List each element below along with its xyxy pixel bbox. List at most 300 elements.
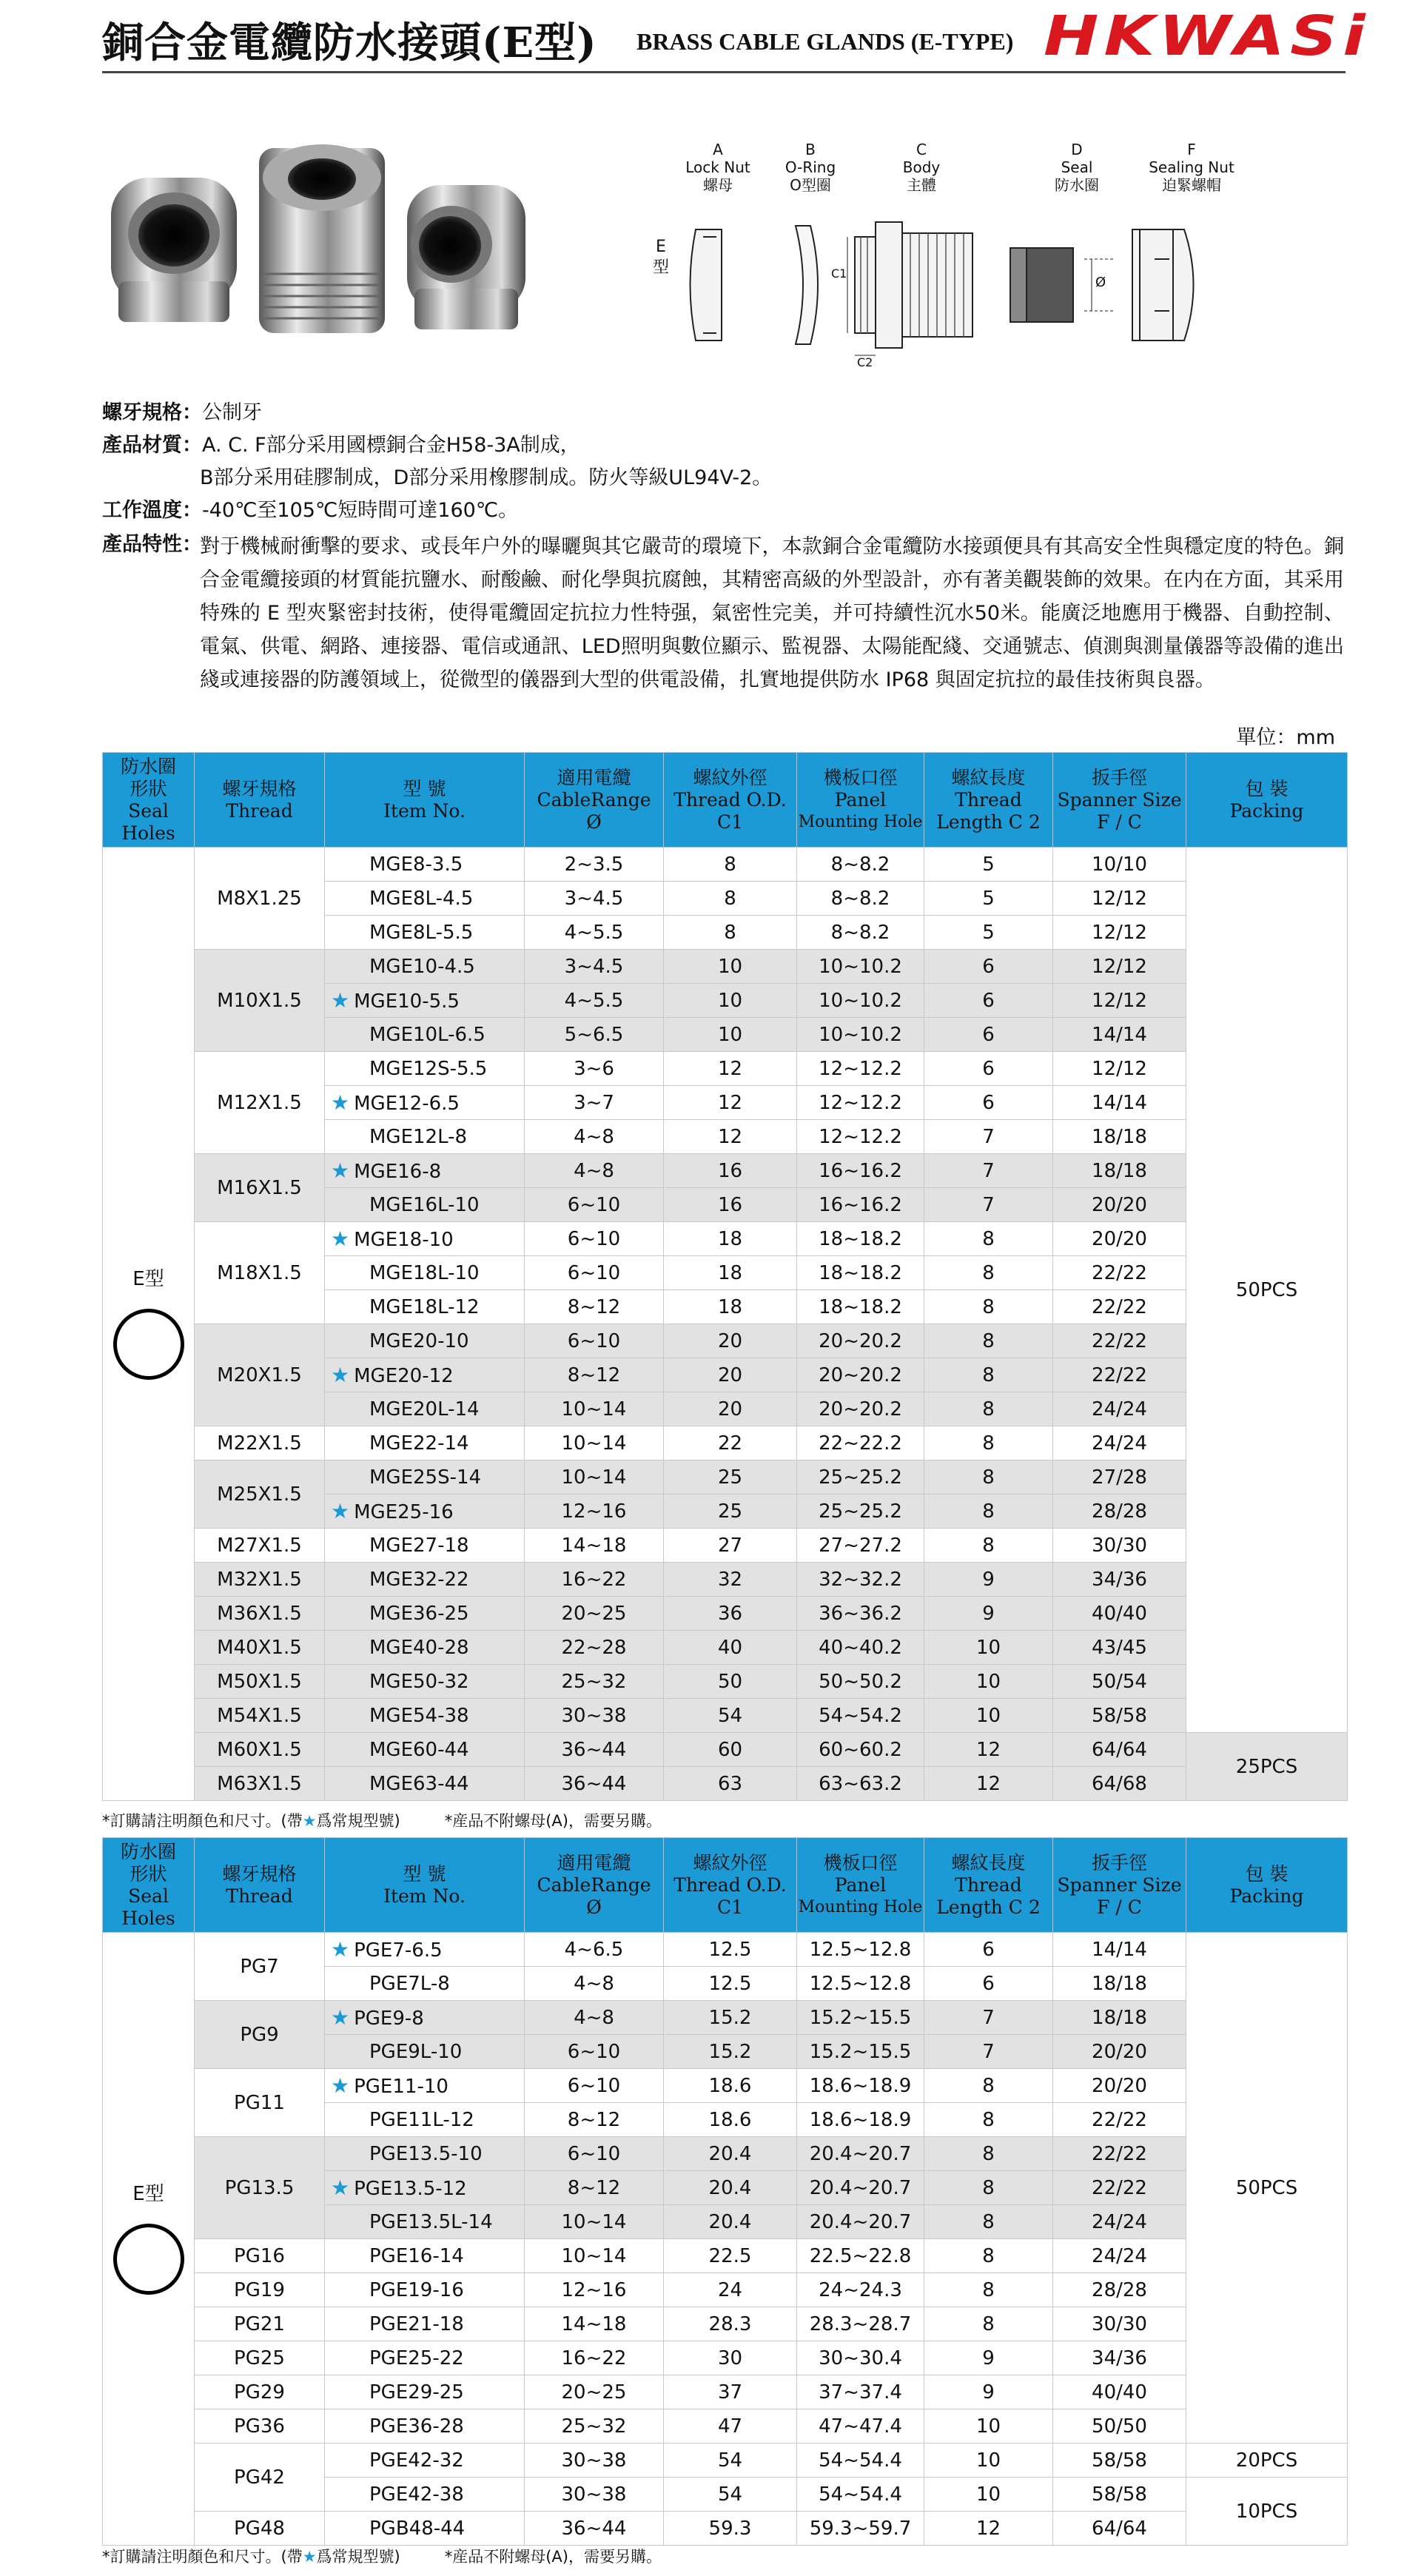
- cable-cell: 5~6.5: [525, 1018, 664, 1052]
- header-item: [325, 753, 525, 848]
- od-cell: 10: [664, 950, 797, 984]
- cable-cell: 4~8: [525, 1967, 664, 2001]
- item-cell: [325, 2171, 525, 2205]
- item-number: PGE11L-12: [369, 2108, 474, 2131]
- cable-cell: 20~25: [525, 1597, 664, 1631]
- header-len-line: 螺紋長度: [951, 766, 1026, 788]
- header-thread: [195, 1838, 325, 1933]
- spec-material-line2: B部分采用硅膠制成，D部分采用橡膠制成。防火等級UL94V-2。: [200, 466, 773, 489]
- thread-cell: PG21: [195, 2307, 325, 2341]
- thread-cell: PG16: [195, 2239, 325, 2273]
- item-cell: [325, 1529, 525, 1563]
- table-row: [103, 2239, 1348, 2273]
- page-header: [0, 0, 1421, 74]
- thread-cell: M63X1.5: [195, 1767, 325, 1801]
- thread-cell: PG25: [195, 2341, 325, 2375]
- thread-cell: M10X1.5: [195, 950, 325, 1052]
- spanner-cell: 40/40: [1053, 2375, 1186, 2409]
- panel-cell: 18~18.2: [797, 1222, 924, 1256]
- len-cell: 6: [924, 1052, 1053, 1086]
- spec-thread: 螺牙規格：公制牙: [102, 401, 262, 424]
- cable-cell: 36~44: [525, 2512, 664, 2546]
- item-cell: [325, 916, 525, 950]
- len-cell: 5: [924, 882, 1053, 916]
- item-number: MGE16L-10: [369, 1193, 480, 1216]
- item-number: PGE7L-8: [369, 1972, 450, 1995]
- star-icon: ★: [331, 1158, 350, 1183]
- thread-cell: M20X1.5: [195, 1324, 325, 1426]
- spanner-cell: 58/58: [1053, 2443, 1186, 2478]
- table-header-row: [103, 1838, 1348, 1933]
- len-cell: 8: [924, 2103, 1053, 2137]
- item-number: MGE12-6.5: [354, 1093, 460, 1115]
- item-number: PGE29-25: [369, 2381, 464, 2404]
- cable-cell: 22~28: [525, 1631, 664, 1665]
- table-row: [103, 950, 1348, 984]
- thread-cell: M18X1.5: [195, 1222, 325, 1324]
- item-number: PGE21-18: [369, 2312, 464, 2335]
- spanner-cell: 30/30: [1053, 2307, 1186, 2341]
- item-cell: [325, 1018, 525, 1052]
- header-panel-line: 機板口徑: [823, 1851, 898, 1874]
- od-cell: 8: [664, 882, 797, 916]
- od-cell: 28.3: [664, 2307, 797, 2341]
- pg-table: [102, 1837, 1348, 2546]
- od-cell: 15.2: [664, 2035, 797, 2069]
- od-cell: 36: [664, 1597, 797, 1631]
- item-cell: [325, 2409, 525, 2443]
- part-label-f: F Sealing Nut 迫緊螺帽: [1149, 141, 1234, 194]
- len-cell: 8: [924, 1495, 1053, 1529]
- header-thread-line: 螺牙規格: [222, 1862, 297, 1885]
- spanner-cell: 20/20: [1053, 1188, 1186, 1222]
- header-pack-line: 包 裝: [1245, 1862, 1289, 1885]
- header-spanner-line: Spanner Size: [1057, 1874, 1182, 1896]
- cable-cell: 30~38: [525, 2478, 664, 2512]
- spanner-cell: 12/12: [1053, 882, 1186, 916]
- od-cell: 10: [664, 1018, 797, 1052]
- panel-cell: 54~54.2: [797, 1699, 924, 1733]
- item-cell: [325, 2273, 525, 2307]
- table-row: [103, 2409, 1348, 2443]
- len-cell: 5: [924, 916, 1053, 950]
- header-panel-line: Panel: [834, 1874, 887, 1896]
- cable-cell: 36~44: [525, 1733, 664, 1767]
- exploded-diagram: [651, 141, 1347, 369]
- len-cell: 10: [924, 2478, 1053, 2512]
- item-number: PGE42-38: [369, 2483, 464, 2506]
- star-icon: ★: [331, 1363, 350, 1387]
- len-cell: 6: [924, 1018, 1053, 1052]
- cable-cell: 4~8: [525, 2001, 664, 2035]
- item-cell: [325, 2137, 525, 2171]
- item-cell: [325, 1933, 525, 1967]
- thread-cell: PG48: [195, 2512, 325, 2546]
- od-cell: 18: [664, 1222, 797, 1256]
- spanner-cell: 28/28: [1053, 2273, 1186, 2307]
- len-cell: 8: [924, 1529, 1053, 1563]
- title-english: BRASS CABLE GLANDS (E-TYPE): [636, 28, 1014, 55]
- spanner-cell: 20/20: [1053, 2069, 1186, 2103]
- table-row: [103, 2307, 1348, 2341]
- od-cell: 18.6: [664, 2069, 797, 2103]
- panel-cell: 18.6~18.9: [797, 2103, 924, 2137]
- spanner-cell: 14/14: [1053, 1018, 1186, 1052]
- header-cable-line: CableRange: [537, 1874, 651, 1896]
- header-seal: [103, 753, 195, 848]
- panel-cell: 18.6~18.9: [797, 2069, 924, 2103]
- header-od: [664, 1838, 797, 1933]
- cable-cell: 4~8: [525, 1120, 664, 1154]
- spanner-cell: 58/58: [1053, 2478, 1186, 2512]
- star-icon: ★: [331, 2176, 350, 2200]
- item-cell: [325, 1222, 525, 1256]
- header-pack: [1186, 753, 1348, 848]
- spanner-cell: 24/24: [1053, 2239, 1186, 2273]
- spanner-cell: 27/28: [1053, 1460, 1186, 1495]
- cable-cell: 6~10: [525, 1188, 664, 1222]
- spec-material: 產品材質：A. C. F部分采用國標銅合金H58-3A制成，: [102, 434, 580, 457]
- od-cell: 20.4: [664, 2171, 797, 2205]
- len-cell: 8: [924, 2239, 1053, 2273]
- table-row: [103, 1052, 1348, 1086]
- header-seal-line: 形狀: [130, 1862, 167, 1885]
- unit-label: 單位：mm: [1236, 726, 1335, 749]
- cable-cell: 30~38: [525, 2443, 664, 2478]
- len-cell: 10: [924, 2443, 1053, 2478]
- panel-cell: 40~40.2: [797, 1631, 924, 1665]
- len-cell: 9: [924, 2375, 1053, 2409]
- cable-cell: 12~16: [525, 1495, 664, 1529]
- spanner-cell: 24/24: [1053, 1426, 1186, 1460]
- diagram-drawing: [651, 207, 1347, 363]
- od-cell: 27: [664, 1529, 797, 1563]
- len-cell: 8: [924, 1392, 1053, 1426]
- spanner-cell: 40/40: [1053, 1597, 1186, 1631]
- od-cell: 12: [664, 1120, 797, 1154]
- len-cell: 6: [924, 950, 1053, 984]
- star-icon: ★: [331, 2073, 350, 2098]
- product-photo: [104, 133, 540, 341]
- item-cell: [325, 2035, 525, 2069]
- table-row: [103, 1933, 1348, 1967]
- panel-cell: 18~18.2: [797, 1290, 924, 1324]
- cable-cell: 4~6.5: [525, 1933, 664, 1967]
- cable-cell: 6~10: [525, 2069, 664, 2103]
- od-cell: 12.5: [664, 1967, 797, 2001]
- item-number: MGE25-16: [354, 1501, 454, 1523]
- header-panel-line: Panel: [834, 788, 887, 811]
- header-panel-line: 機板口徑: [823, 766, 898, 788]
- spanner-cell: 12/12: [1053, 916, 1186, 950]
- item-number: MGE18L-10: [369, 1261, 480, 1284]
- item-cell: [325, 2512, 525, 2546]
- seal-type-label: E型: [132, 2182, 164, 2205]
- header-len-line: 螺紋長度: [951, 1851, 1026, 1874]
- len-cell: 12: [924, 1767, 1053, 1801]
- thread-cell: PG36: [195, 2409, 325, 2443]
- len-cell: 7: [924, 2035, 1053, 2069]
- od-cell: 54: [664, 1699, 797, 1733]
- header-spanner-line: Spanner Size: [1057, 788, 1182, 811]
- header-spanner-line: 扳手徑: [1091, 766, 1147, 788]
- item-cell: [325, 1290, 525, 1324]
- item-cell: [325, 882, 525, 916]
- cable-cell: 10~14: [525, 2239, 664, 2273]
- thread-cell: M54X1.5: [195, 1699, 325, 1733]
- len-cell: 7: [924, 2001, 1053, 2035]
- star-icon: ★: [331, 1227, 350, 1251]
- header-od-line: C1: [716, 811, 744, 833]
- cable-cell: 6~10: [525, 2137, 664, 2171]
- od-cell: 10: [664, 984, 797, 1018]
- item-cell: [325, 1563, 525, 1597]
- panel-cell: 20~20.2: [797, 1324, 924, 1358]
- thread-cell: M16X1.5: [195, 1154, 325, 1222]
- od-cell: 12: [664, 1086, 797, 1120]
- cable-cell: 4~8: [525, 1154, 664, 1188]
- header-thread-line: Thread: [226, 799, 293, 822]
- item-cell: [325, 848, 525, 882]
- header-thread: [195, 753, 325, 848]
- header-panel-line: Mounting Hole: [798, 1897, 923, 1916]
- od-cell: 8: [664, 916, 797, 950]
- note-text: *産品不附螺母(A)，需要另購。: [444, 1812, 662, 1830]
- spanner-cell: 28/28: [1053, 1495, 1186, 1529]
- item-cell: [325, 2069, 525, 2103]
- cable-cell: 8~12: [525, 1290, 664, 1324]
- item-cell: [325, 1460, 525, 1495]
- item-cell: [325, 950, 525, 984]
- thread-cell: M32X1.5: [195, 1563, 325, 1597]
- item-number: PGE7-6.5: [354, 1939, 443, 1962]
- header-panel-line: Mounting Hole: [798, 812, 923, 831]
- spanner-cell: 22/22: [1053, 1358, 1186, 1392]
- item-number: MGE63-44: [369, 1772, 469, 1795]
- item-number: PGE16-14: [369, 2244, 464, 2267]
- title-chinese: 銅合金電纜防水接頭(E型): [102, 19, 597, 67]
- spanner-cell: 34/36: [1053, 2341, 1186, 2375]
- header-pack: [1186, 1838, 1348, 1933]
- packing-cell: 50PCS: [1186, 848, 1348, 1733]
- table-header-row: [103, 753, 1348, 848]
- header-seal-line: 防水圈: [120, 1840, 176, 1862]
- spanner-cell: 18/18: [1053, 1154, 1186, 1188]
- header-seal-line: Seal: [128, 1885, 169, 1907]
- len-cell: 8: [924, 2273, 1053, 2307]
- table-row: [103, 1460, 1348, 1495]
- table-row: [103, 1563, 1348, 1597]
- len-cell: 8: [924, 2171, 1053, 2205]
- item-cell: [325, 2239, 525, 2273]
- part-label-c: C Body 主體: [902, 141, 941, 194]
- cable-cell: 3~4.5: [525, 950, 664, 984]
- thread-cell: PG13.5: [195, 2137, 325, 2239]
- item-number: MGE32-22: [369, 1568, 469, 1591]
- spanner-cell: 12/12: [1053, 950, 1186, 984]
- panel-cell: 12.5~12.8: [797, 1967, 924, 2001]
- spec-feature-text: 對于機械耐衝擊的要求、或長年户外的曝曬與其它嚴苛的環境下，本款銅合金電纜防水接頭便具有其高安全性與穩定度的特色。銅合金電纜接頭的材質能抗鹽水、耐酸鹼、耐化學與抗腐蝕，其精密高級的外型設計，亦有著美觀裝飾的效果。在内在方面，其采用特殊的 E 型夾緊密封技術，使得電纜固定抗拉力性特强，氣密性完美，并可持續性沉水50米。能廣泛地應用于機器、自動控制、電氣、供電、網路、連接器、電信或通訊、LED照明與數位顯示、監視器、太陽能配綫、交通號志、偵測與測量儀器等設備的進出綫或連接器的防護領域上，從微型的儀器到大型的供電設備，扎實地提供防水 IP68 與固定抗拉的最佳技術與良器。: [200, 535, 1344, 691]
- spanner-cell: 18/18: [1053, 1120, 1186, 1154]
- header-len: [924, 753, 1053, 848]
- packing-cell: 25PCS: [1186, 1733, 1348, 1801]
- spanner-cell: 12/12: [1053, 984, 1186, 1018]
- item-number: MGE8-3.5: [369, 853, 463, 876]
- cable-cell: 4~5.5: [525, 916, 664, 950]
- table-row: [103, 2375, 1348, 2409]
- header-panel: [797, 1838, 924, 1933]
- len-cell: 8: [924, 1324, 1053, 1358]
- panel-cell: 10~10.2: [797, 950, 924, 984]
- len-cell: 6: [924, 1086, 1053, 1120]
- table-row: [103, 2273, 1348, 2307]
- header-pack-line: 包 裝: [1245, 777, 1289, 799]
- item-cell: [325, 2375, 525, 2409]
- len-cell: 8: [924, 1358, 1053, 1392]
- table1-note: [102, 1809, 662, 1831]
- cable-cell: 16~22: [525, 2341, 664, 2375]
- spec-feature-label: 產品特性：: [102, 533, 202, 556]
- header-item-line: Item No.: [383, 799, 466, 822]
- panel-cell: 10~10.2: [797, 984, 924, 1018]
- table-row: [103, 2341, 1348, 2375]
- item-number: PGE11-10: [354, 2076, 449, 2098]
- panel-cell: 20~20.2: [797, 1392, 924, 1426]
- panel-cell: 8~8.2: [797, 848, 924, 882]
- item-number: MGE18-10: [354, 1229, 454, 1251]
- brand-logo: HKWASi: [1044, 4, 1371, 68]
- panel-cell: 30~30.4: [797, 2341, 924, 2375]
- spanner-cell: 12/12: [1053, 1052, 1186, 1086]
- item-number: PGE9-8: [354, 2008, 424, 2030]
- item-cell: [325, 1188, 525, 1222]
- item-cell: [325, 2205, 525, 2239]
- packing-cell: 50PCS: [1186, 1933, 1348, 2443]
- table-row: [103, 1665, 1348, 1699]
- header-seal-line: Holes: [121, 822, 175, 844]
- star-icon: ★: [302, 1812, 317, 1830]
- spanner-cell: 14/14: [1053, 1086, 1186, 1120]
- item-cell: [325, 2341, 525, 2375]
- od-cell: 12: [664, 1052, 797, 1086]
- cable-cell: 6~10: [525, 1222, 664, 1256]
- star-icon: ★: [331, 1090, 350, 1115]
- panel-cell: 16~16.2: [797, 1154, 924, 1188]
- spanner-cell: 22/22: [1053, 1324, 1186, 1358]
- note-text: *産品不附螺母(A)，需要另購。: [444, 2548, 662, 2566]
- panel-cell: 47~47.4: [797, 2409, 924, 2443]
- od-cell: 18.6: [664, 2103, 797, 2137]
- header-cable: [525, 1838, 664, 1933]
- header-cable-line: 適用電纜: [557, 1851, 631, 1874]
- od-cell: 18: [664, 1290, 797, 1324]
- thread-cell: PG11: [195, 2069, 325, 2137]
- header-item-line: Item No.: [383, 1885, 466, 1907]
- od-cell: 20.4: [664, 2137, 797, 2171]
- header-pack-line: Packing: [1229, 799, 1304, 822]
- cable-cell: 36~44: [525, 1767, 664, 1801]
- item-number: PGE19-16: [369, 2278, 464, 2301]
- cable-cell: 6~10: [525, 1324, 664, 1358]
- star-icon: ★: [331, 2005, 350, 2030]
- item-number: PGE25-22: [369, 2347, 464, 2369]
- item-number: MGE18L-12: [369, 1295, 480, 1318]
- seal-type-label: E型: [132, 1267, 164, 1290]
- spanner-cell: 10/10: [1053, 848, 1186, 882]
- header-od-line: Thread O.D.: [673, 1874, 787, 1896]
- thread-cell: PG19: [195, 2273, 325, 2307]
- od-cell: 20: [664, 1324, 797, 1358]
- item-number: MGE36-25: [369, 1602, 469, 1625]
- table-row: [103, 2137, 1348, 2171]
- len-cell: 8: [924, 1290, 1053, 1324]
- part-label-d: D Seal 防水圈: [1055, 141, 1099, 194]
- table-row: [103, 1529, 1348, 1563]
- od-cell: 54: [664, 2443, 797, 2478]
- item-cell: [325, 1733, 525, 1767]
- header-spanner-line: F / C: [1097, 811, 1142, 833]
- thread-cell: M12X1.5: [195, 1052, 325, 1154]
- item-cell: [325, 984, 525, 1018]
- header-item: [325, 1838, 525, 1933]
- thread-cell: PG7: [195, 1933, 325, 2001]
- item-number: PGE9L-10: [369, 2040, 463, 2063]
- od-cell: 63: [664, 1767, 797, 1801]
- metric-table: [102, 752, 1348, 1801]
- header-od-line: C1: [716, 1896, 744, 1918]
- len-cell: 9: [924, 1597, 1053, 1631]
- star-icon: ★: [331, 1499, 350, 1523]
- item-number: MGE27-18: [369, 1534, 469, 1557]
- od-cell: 50: [664, 1665, 797, 1699]
- panel-cell: 25~25.2: [797, 1460, 924, 1495]
- len-cell: 8: [924, 2307, 1053, 2341]
- spanner-cell: 43/45: [1053, 1631, 1186, 1665]
- item-number: MGE20-10: [369, 1329, 469, 1352]
- header-cable-line: 適用電纜: [557, 766, 631, 788]
- table-row: [103, 2001, 1348, 2035]
- item-number: PGE13.5L-14: [369, 2210, 493, 2233]
- panel-cell: 28.3~28.7: [797, 2307, 924, 2341]
- gland-left: [111, 178, 237, 322]
- od-cell: 54: [664, 2478, 797, 2512]
- od-cell: 60: [664, 1733, 797, 1767]
- header-len-line: Thread: [955, 1874, 1022, 1896]
- item-cell: [325, 2001, 525, 2035]
- header-seal-line: 形狀: [130, 777, 167, 799]
- od-cell: 25: [664, 1460, 797, 1495]
- table-row: [103, 2069, 1348, 2103]
- panel-cell: 12~12.2: [797, 1120, 924, 1154]
- header-spanner-line: F / C: [1097, 1896, 1142, 1918]
- spanner-cell: 24/24: [1053, 1392, 1186, 1426]
- cable-cell: 2~3.5: [525, 848, 664, 882]
- spanner-cell: 22/22: [1053, 2137, 1186, 2171]
- item-number: PGE42-32: [369, 2449, 464, 2472]
- len-cell: 7: [924, 1188, 1053, 1222]
- item-number: MGE8L-4.5: [369, 887, 474, 910]
- spec-temperature: 工作溫度：-40℃至105℃短時間可達160℃。: [102, 499, 519, 522]
- thread-cell: M60X1.5: [195, 1733, 325, 1767]
- table-row: [103, 1597, 1348, 1631]
- od-cell: 32: [664, 1563, 797, 1597]
- len-cell: 10: [924, 1665, 1053, 1699]
- item-cell: [325, 1699, 525, 1733]
- header-cable-line: Ø: [586, 811, 602, 833]
- item-cell: [325, 1324, 525, 1358]
- header-spanner-line: 扳手徑: [1091, 1851, 1147, 1874]
- cable-cell: 25~32: [525, 1665, 664, 1699]
